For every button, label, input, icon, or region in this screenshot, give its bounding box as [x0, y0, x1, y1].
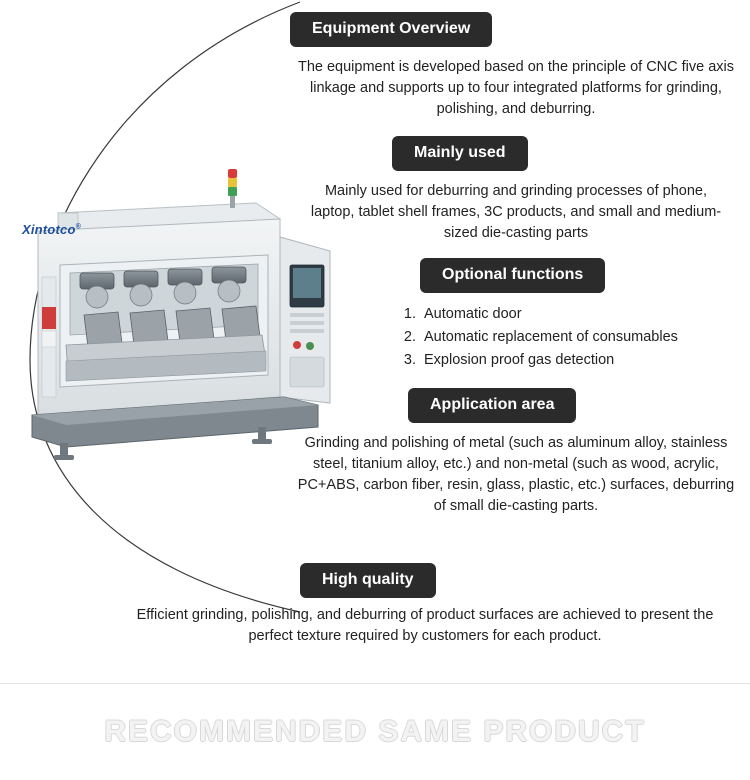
- section-body-mainly-used: Mainly used for deburring and grinding processes of phone, laptop, tablet shell frames, 3C products, and small and medium-sized die-casting parts: [310, 183, 722, 241]
- brand-superscript: ®: [75, 223, 81, 231]
- section-body-equipment-overview: The equipment is developed based on the principle of CNC five axis linkage and supports up to four integrated platforms for grinding, polishing, and deburring.: [297, 59, 735, 117]
- brand-logo: [22, 222, 81, 237]
- section-heading-optional-functions: [290, 258, 742, 293]
- recommended-banner-text: RECOMMENDED SAME PRODUCT: [104, 715, 646, 748]
- optional-functions-list: [290, 303, 742, 372]
- list-item: 1. Automatic door: [420, 303, 742, 326]
- section-heading-equipment-overview: [290, 12, 742, 47]
- section-body-application-area: Grinding and polishing of metal (such as aluminum alloy, stainless steel, titanium alloy, etc.) and non-metal (such as wood, acrylic, PC+ABS, carbon fiber, resin, glass, plastic, etc.) surfaces, deburring of small die-casting parts.: [297, 435, 735, 514]
- heading-pill-high-quality: High quality: [300, 563, 436, 598]
- brand-name: Xintotco: [22, 222, 76, 237]
- section-heading-mainly-used: [290, 136, 742, 171]
- heading-pill-application-area: Application area: [408, 388, 576, 423]
- list-item: 2. Automatic replacement of consumables: [420, 326, 742, 349]
- heading-pill-mainly-used: Mainly used: [392, 136, 528, 171]
- recommended-banner: [0, 684, 750, 780]
- list-item: 3. Explosion proof gas detection: [420, 349, 742, 372]
- section-heading-high-quality: [300, 563, 436, 598]
- section-heading-application-area: [290, 388, 742, 423]
- content-column: [290, 12, 742, 531]
- section-body-high-quality: Efficient grinding, polishing, and deburring of product surfaces are achieved to present the perfect texture required by customers for each product.: [136, 607, 714, 644]
- heading-pill-equipment-overview: Equipment Overview: [290, 12, 492, 47]
- heading-pill-optional-functions: Optional functions: [420, 258, 605, 293]
